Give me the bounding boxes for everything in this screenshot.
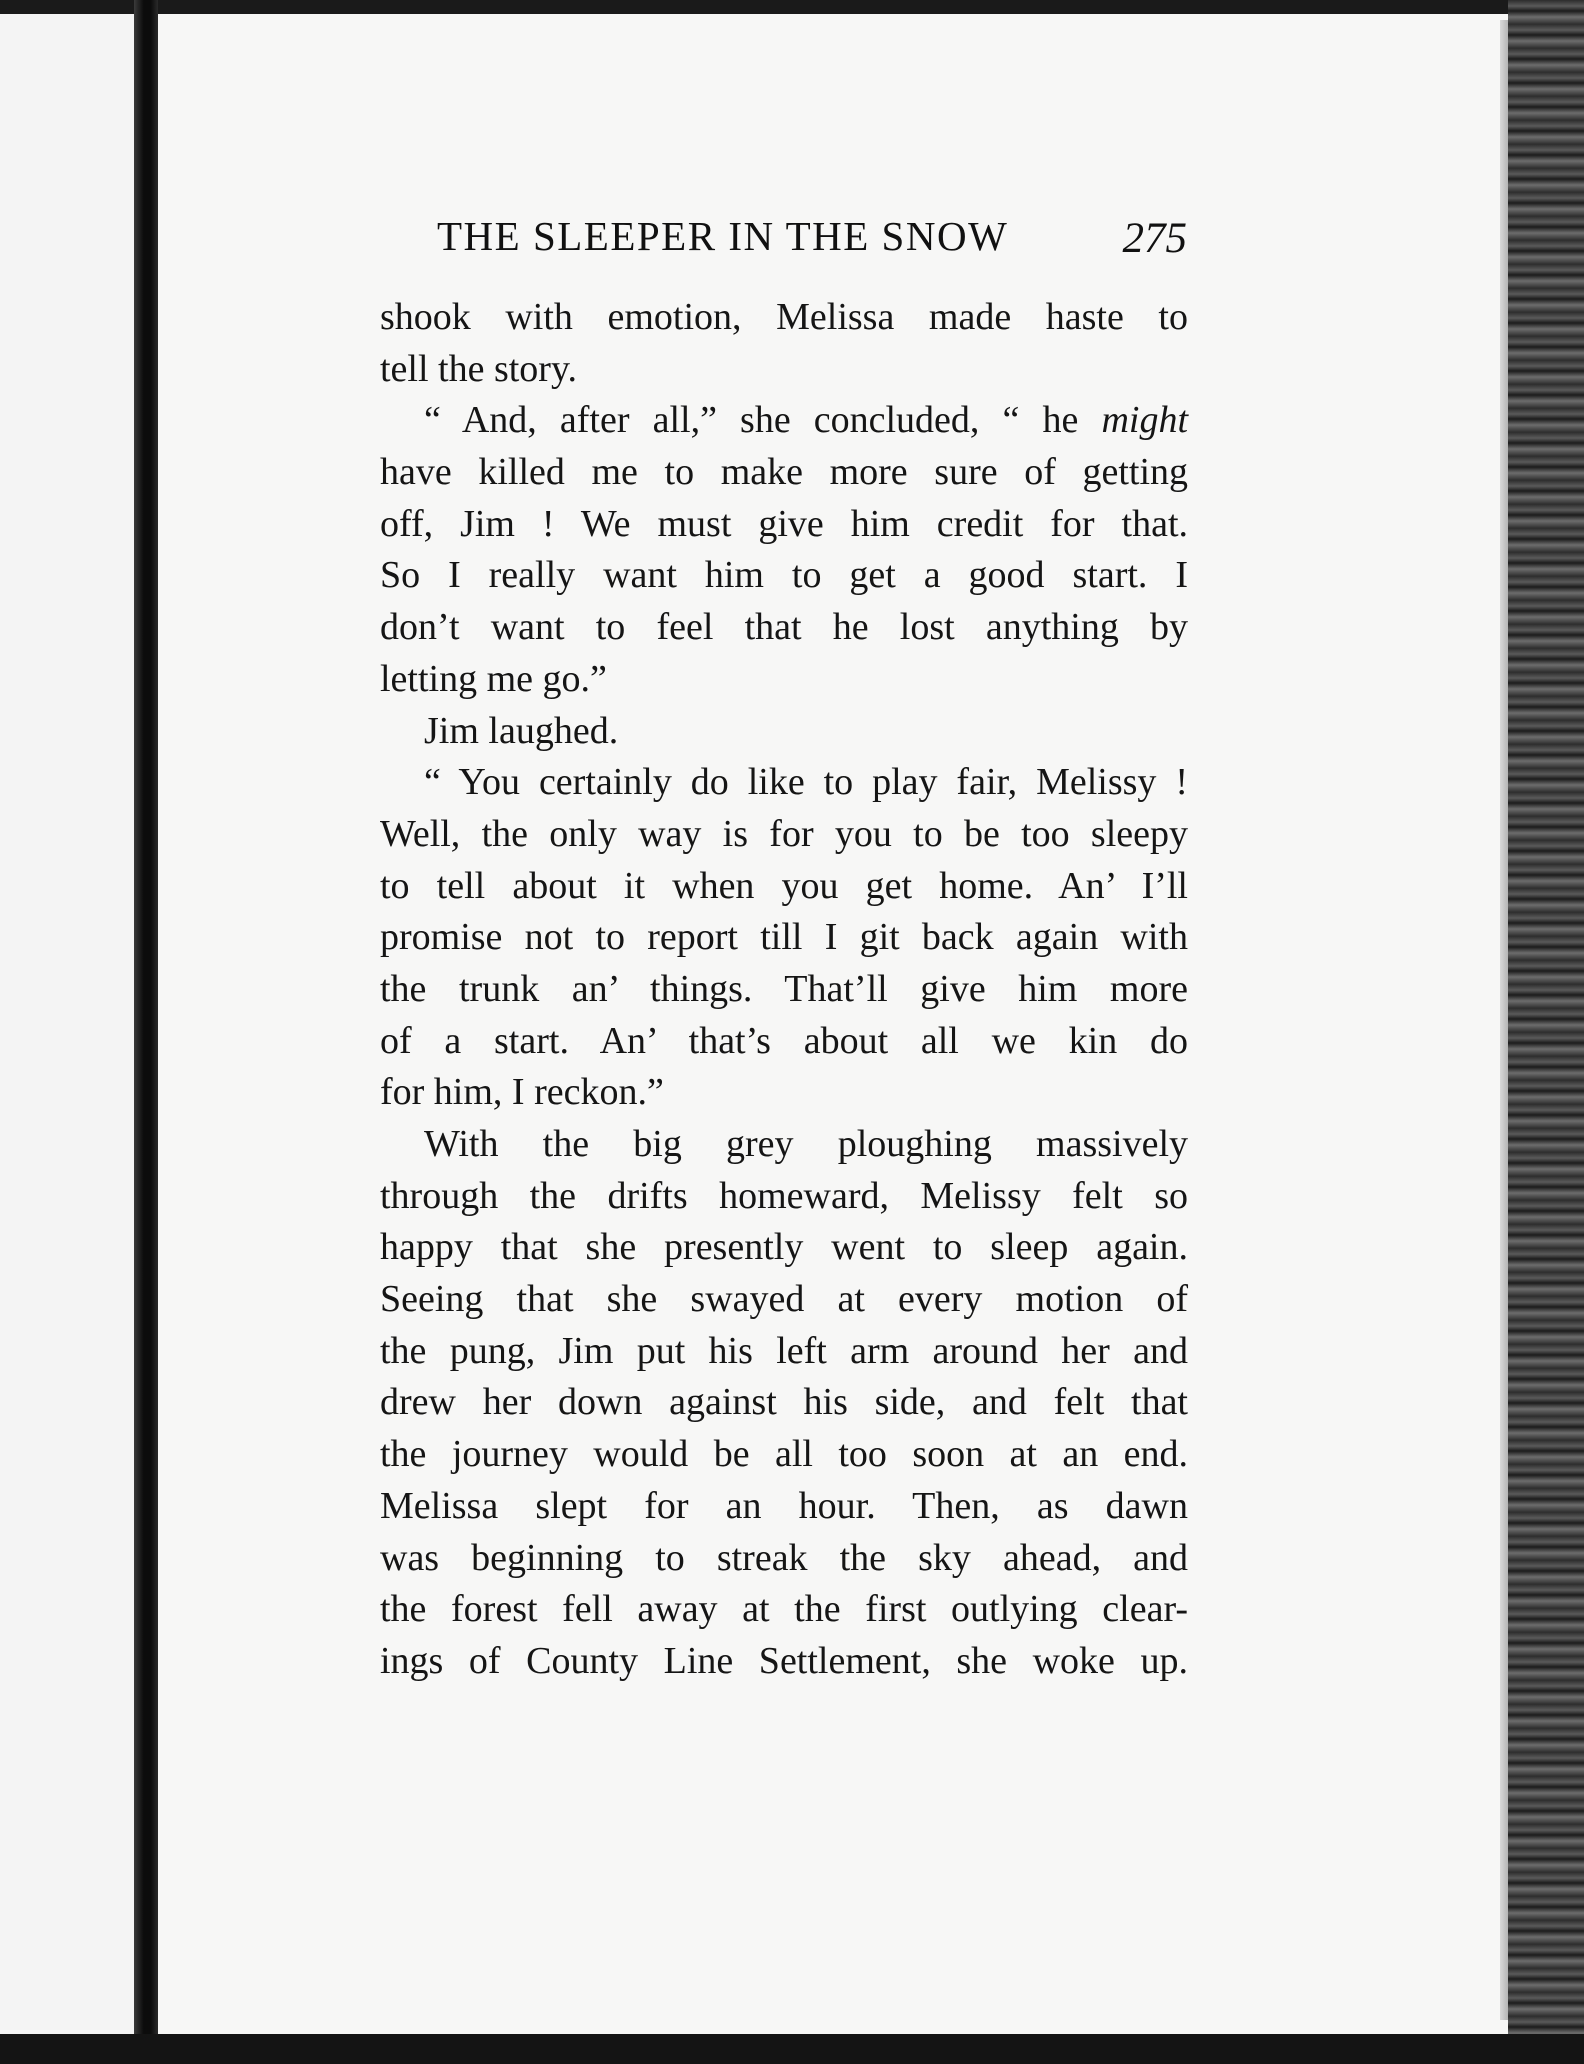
text-line-content: “ And, after all,” she concluded, “ he might [424, 399, 1188, 442]
body-text [380, 292, 1188, 1688]
text-line: ings of County Line Settlement, she woke up. [380, 1639, 1188, 1682]
running-head [437, 212, 1187, 272]
text-line: letting me go.” [380, 657, 607, 700]
text-line: off, Jim ! We must give him credit for that. [380, 502, 1188, 545]
running-head-title: THE SLEEPER IN THE SNOW [437, 213, 1009, 259]
text-line: through the drifts homeward, Melissy felt so [380, 1174, 1188, 1217]
text-line: drew her down against his side, and felt that [380, 1381, 1188, 1424]
text-line: the journey would be all too soon at an end. [380, 1433, 1188, 1476]
text-line: to tell about it when you get home. An’ I’ll [380, 864, 1188, 907]
facing-page-edge [0, 14, 134, 2044]
text-line: With the big grey ploughing massively [424, 1123, 1188, 1165]
text-line: Seeing that she swayed at every motion of [380, 1278, 1188, 1321]
text-line: Melissa slept for an hour. Then, as dawn [380, 1484, 1188, 1527]
page-number: 275 [1122, 215, 1187, 262]
text-line [380, 395, 1188, 447]
scan-top-edge [0, 0, 1584, 14]
emphasized-word: might [1101, 399, 1188, 442]
text-line: of a start. An’ that’s about all we kin do [380, 1019, 1188, 1062]
text-line: for him, I reckon.” [380, 1071, 664, 1114]
text-line: So I really want him to get a good start. I [380, 554, 1188, 597]
scan-bottom-edge [0, 2034, 1584, 2064]
text-line: promise not to report till I git back again with [380, 916, 1188, 959]
text-line: was beginning to streak the sky ahead, and [380, 1536, 1188, 1579]
text-line: the pung, Jim put his left arm around her and [380, 1329, 1188, 1372]
text-line: “ You certainly do like to play fair, Melissy ! [424, 761, 1188, 804]
text-line: Well, the only way is for you to be too sleepy [380, 812, 1188, 855]
text-line: don’t want to feel that he lost anything by [380, 606, 1188, 649]
text-line: have killed me to make more sure of getting [380, 451, 1188, 494]
text-line: tell the story. [380, 347, 577, 390]
book-fore-edge [1508, 0, 1584, 2064]
text-line: Jim laughed. [424, 709, 619, 752]
text-line: happy that she presently went to sleep again. [380, 1226, 1188, 1269]
text-line: the forest fell away at the first outlying clear- [380, 1588, 1188, 1631]
text-line: the trunk an’ things. That’ll give him more [380, 967, 1188, 1010]
text-line: shook with emotion, Melissa made haste to [380, 296, 1188, 338]
book-gutter [134, 0, 158, 2064]
